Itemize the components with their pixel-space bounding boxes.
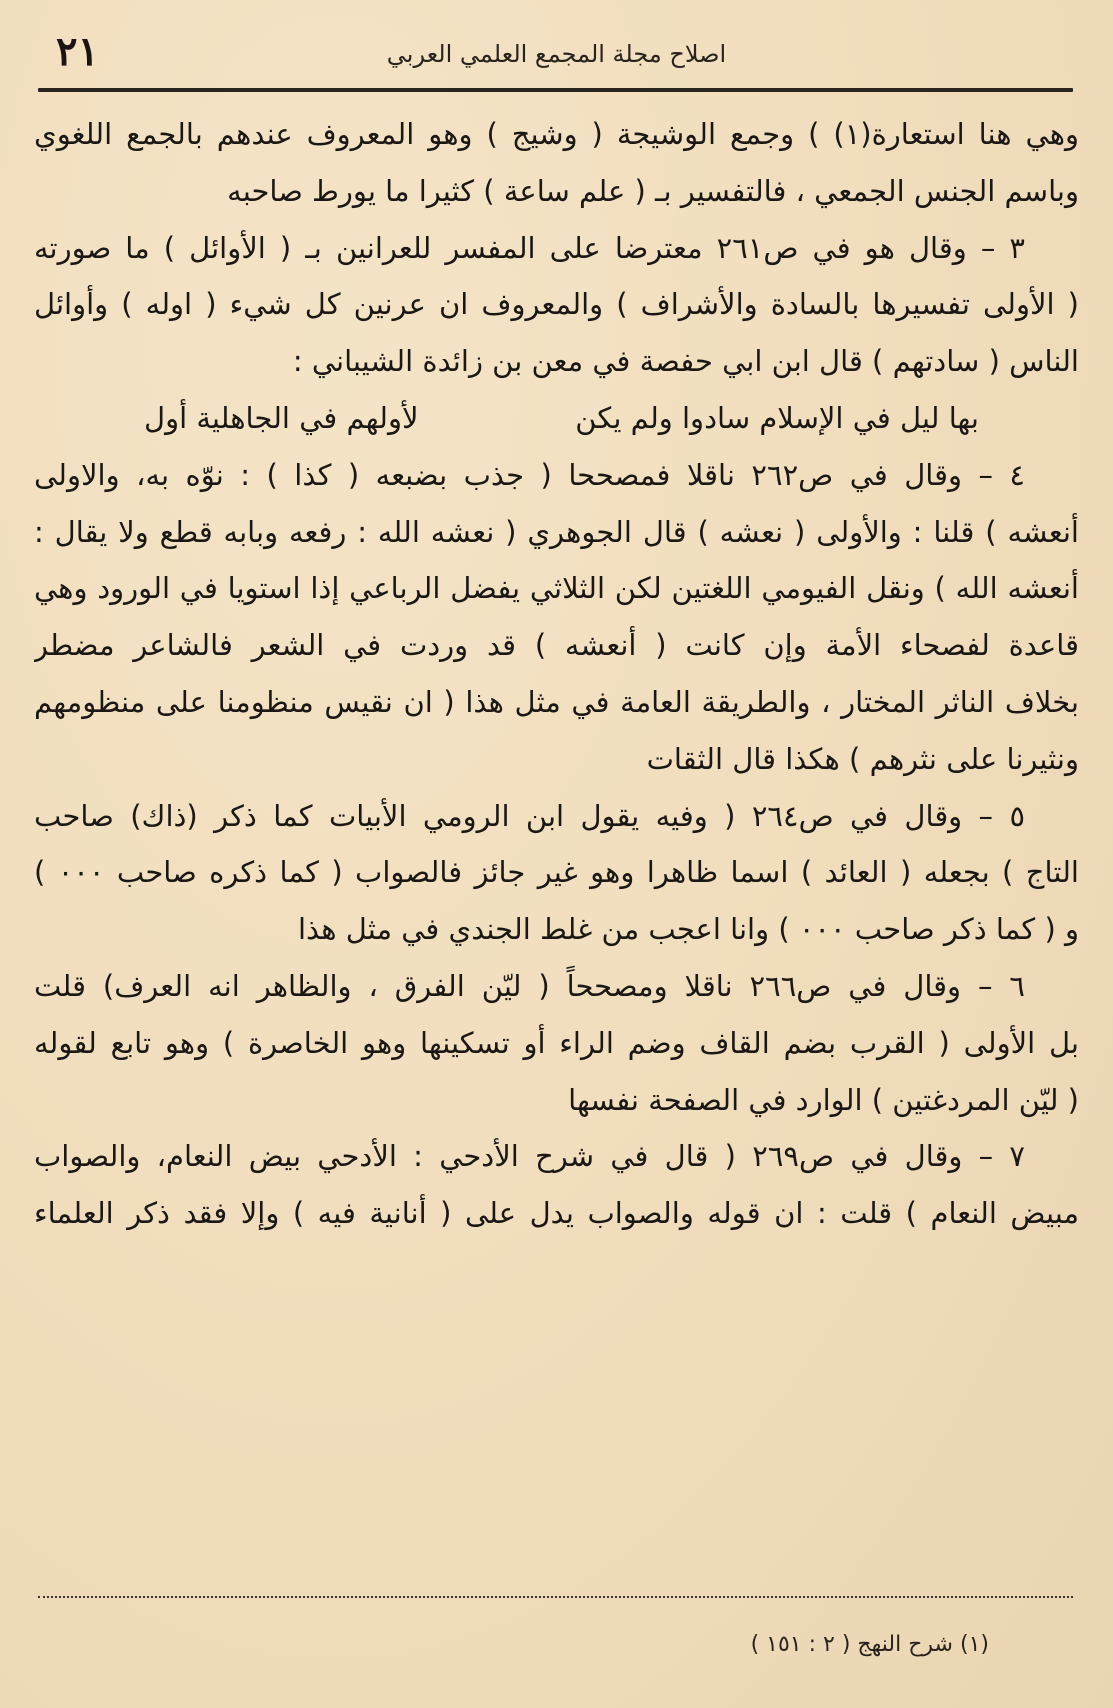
text-line: التاج ) بجعله ( العائد ) اسما ظاهرا وهو غير جائز فالصواب ( كما ذكره صاحب ٠٠٠ ) — [34, 855, 1079, 890]
body-text — [34, 106, 1079, 1242]
text-line: أنعشه الله ) ونقل الفيومي اللغتين لكن الثلاثي يفضل الرباعي إذا استويا في الورود وهي — [34, 571, 1079, 606]
header-rule — [38, 88, 1073, 92]
footnote: (١) شرح النهج ( ٢ : ١٥١ ) — [750, 1632, 989, 1657]
text-line: الناس ( سادتهم ) قال ابن ابي حفصة في معن بن زائدة الشيباني : — [292, 344, 1079, 379]
text-line: وهي هنا استعارة(١) ) وجمع الوشيجة ( وشيج ) وهو المعروف عندهم بالجمع اللغوي — [34, 117, 1079, 151]
text-line: مبيض النعام ) قلت : ان قوله والصواب يدل على ( أنانية فيه ) وإلا فقد ذكر العلماء — [34, 1196, 1079, 1231]
footnote-rule — [38, 1596, 1073, 1598]
text-line: قاعدة لفصحاء الأمة وإن كانت ( أنعشه ) قد وردت في الشعر فالشاعر مضطر — [34, 628, 1079, 663]
text-line: ٧ – وقال في ص٢٦٩ ( قال في شرح الأدحي : الأدحي بيض النعام، والصواب — [34, 1139, 1025, 1174]
text-line: و ( كما ذكر صاحب ٠٠٠ ) وانا اعجب من غلط الجندي في مثل هذا — [298, 912, 1079, 947]
running-title: اصلاح مجلة المجمع العلمي العربي — [386, 40, 727, 68]
text-line: بل الأولى ( القرب بضم القاف وضم الراء أو تسكينها وهو الخاصرة ) وهو تابع لقوله — [34, 1025, 1079, 1060]
text-line: أنعشه ) قلنا : والأولى ( نعشه ) قال الجوهري ( نعشه الله : رفعه وبابه قطع ولا يقال : — [34, 514, 1079, 549]
text-line: وباسم الجنس الجمعي ، فالتفسير بـ ( علم ساعة ) كثيرا ما يورط صاحبه — [227, 173, 1079, 208]
poetry-verse — [34, 390, 1079, 447]
text-line: ( ليّن المردغتين ) الوارد في الصفحة نفسها — [568, 1082, 1079, 1117]
page-number: ٢١ — [56, 28, 99, 75]
text-line: ٥ – وقال في ص٢٦٤ ( وفيه يقول ابن الرومي الأبيات كما ذكر (ذاك) صاحب — [34, 798, 1026, 833]
text-line: ( الأولى تفسيرها بالسادة والأشراف ) والمعروف ان عرنين كل شيء ( اوله ) وأوائل — [34, 287, 1079, 322]
text-line: ٤ – وقال في ص٢٦٢ ناقلا فمصححا ( جذب بضبعه ( كذا ) : نوّه به، والاولى — [34, 457, 1025, 492]
text-line: ٣ – وقال هو في ص٢٦١ معترضا على المفسر للعرانين بـ ( الأوائل ) ما صورته — [34, 230, 1025, 265]
verse-first-hemistich: بها ليل في الإسلام سادوا ولم يكن — [575, 400, 979, 435]
text-line: ٦ – وقال في ص٢٦٦ ناقلا ومصححاً ( ليّن الفرق ، والظاهر انه العرف) قلت — [34, 968, 1025, 1003]
document-page — [34, 0, 1079, 1708]
text-line: بخلاف الناثر المختار ، والطريقة العامة في مثل هذا ( ان نقيس منظومنا على منظومهم — [34, 684, 1079, 719]
verse-second-hemistich: لأولهم في الجاهلية أول — [144, 400, 419, 435]
running-head — [34, 28, 1079, 86]
text-line: ونثيرنا على نثرهم ) هكذا قال الثقات — [646, 741, 1079, 776]
